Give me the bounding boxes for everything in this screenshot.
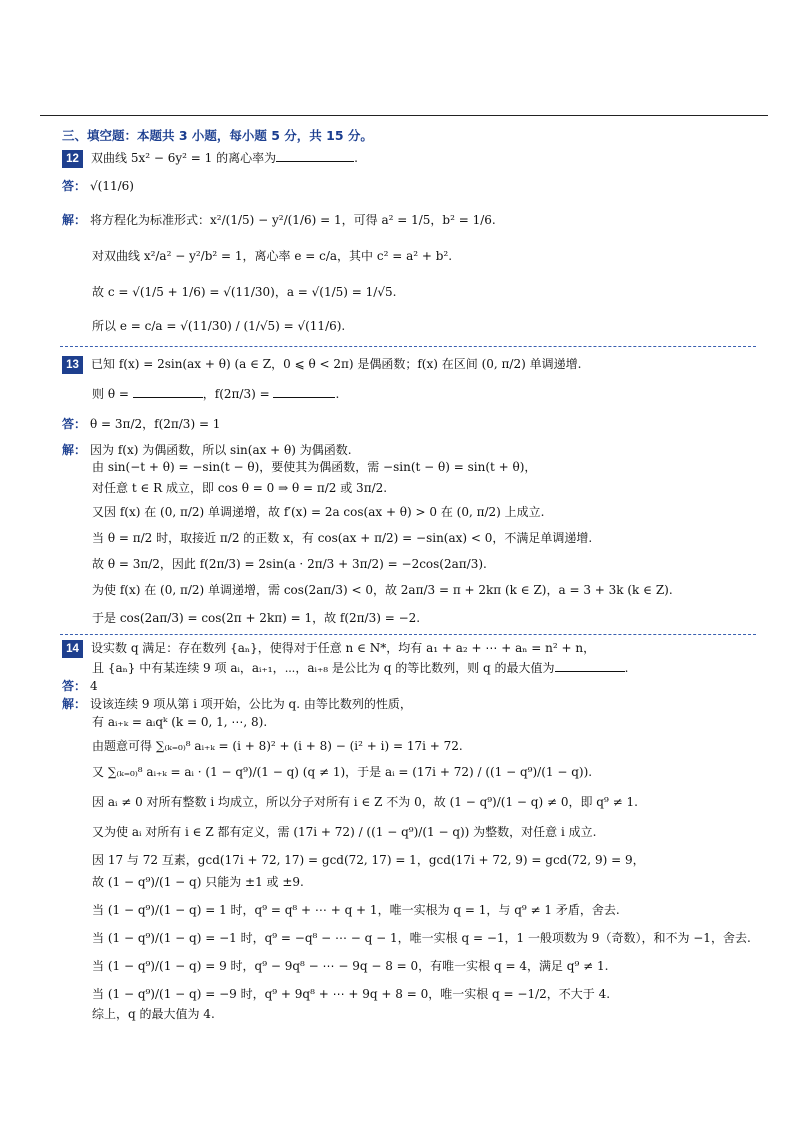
answer-blank [133, 387, 203, 398]
solution-line: 当 θ = π/2 时，取接近 π/2 的正数 x，有 cos(ax + π/2) = −sin(ax) < 0，不满足单调递增. [92, 531, 593, 545]
problem-number: 12 [62, 150, 83, 168]
answer-value: θ = 3π/2，f(2π/3) = 1 [90, 417, 221, 431]
solution-line: 因 17 与 72 互素，gcd(17i + 72, 17) = gcd(72, 17) = 1，gcd(17i + 72, 9) = gcd(72, 9) = 9， [92, 853, 645, 867]
answer-value: 4 [90, 679, 98, 693]
solution-label: 解： [62, 697, 87, 711]
solution-line: 于是 cos(2aπ/3) = cos(2π + 2kπ) = 1，故 f(2π/3) = −2. [92, 611, 421, 625]
question-line [62, 640, 595, 658]
answer-line [62, 178, 134, 194]
solution-line: 又因 f(x) 在 (0, π/2) 单调递增，故 f′(x) = 2a cos(ax + θ) > 0 在 (0, π/2) 上成立. [92, 505, 545, 519]
question-line: 且 {aₙ} 中有某连续 9 项 aᵢ，aᵢ₊₁，⋯，aᵢ₊₈ 是公比为 q 的等比数列，则 q 的最大值为 . [92, 661, 629, 675]
solution-line: 综上，q 的最大值为 4. [92, 1007, 215, 1021]
separator [60, 634, 756, 635]
solution-line: 由 sin(−t + θ) = −sin(t − θ)，要使其为偶函数，需 −sin(t − θ) = sin(t + θ)， [92, 460, 537, 474]
solution-line: 又 ∑₍ₖ₌₀₎⁸ aᵢ₊ₖ = aᵢ · (1 − q⁹)/(1 − q) (q ≠ 1)，于是 aᵢ = (17i + 72) / ((1 − q⁹)/(1 − q)). [92, 765, 593, 779]
answer-blank [276, 151, 354, 162]
separator [60, 346, 756, 347]
solution-line: 所以 e = c/a = √(11/30) / (1/√5) = √(11/6). [92, 319, 346, 333]
solution-line: 当 (1 − q⁹)/(1 − q) = 9 时，q⁹ − 9q⁸ − ⋯ − 9q − 8 = 0，有唯一实根 q = 4，满足 q⁹ ≠ 1. [92, 959, 609, 973]
answer-label: 答： [62, 179, 87, 193]
answer-label: 答： [62, 417, 87, 431]
solution-line: 为使 f(x) 在 (0, π/2) 单调递增，需 cos(2aπ/3) < 0，故 2aπ/3 = π + 2kπ (k ∈ Z)，a = 3 + 3k (k ∈ Z). [92, 583, 673, 597]
solution-line: 由题意可得 ∑₍ₖ₌₀₎⁸ aᵢ₊ₖ = (i + 8)² + (i + 8) − (i² + i) = 17i + 72. [92, 739, 463, 753]
solution-line: 解： 设该连续 9 项从第 i 项开始，公比为 q. 由等比数列的性质， [62, 697, 412, 711]
question-line: 12 双曲线 5x² − 6y² = 1 的离心率为 . [62, 150, 358, 168]
solution-line: 当 (1 − q⁹)/(1 − q) = −1 时，q⁹ = −q⁸ − ⋯ − q − 1，唯一实根 q = −1，1 一般项数为 9（奇数），和不为 −1，舍去. [92, 931, 751, 945]
answer-blank [555, 661, 625, 672]
solution-line: 对双曲线 x²/a² − y²/b² = 1，离心率 e = c/a，其中 c² = a² + b². [92, 249, 453, 263]
solution-line: 又为使 aᵢ 对所有 i ∈ Z 都有定义，需 (17i + 72) / ((1 − q⁹)/(1 − q)) 为整数，对任意 i 成立. [92, 825, 597, 839]
solution-label: 解： [62, 213, 87, 227]
solution-line: 有 aᵢ₊ₖ = aᵢqᵏ (k = 0, 1, ⋯, 8). [92, 715, 268, 729]
solution-line: 因 aᵢ ≠ 0 对所有整数 i 均成立，所以分子对所有 i ∈ Z 不为 0，故 (1 − q⁹)/(1 − q) ≠ 0，即 q⁹ ≠ 1. [92, 795, 638, 809]
answer-line [62, 416, 220, 432]
solution-line: 故 (1 − q⁹)/(1 − q) 只能为 ±1 或 ±9. [92, 875, 304, 889]
answer-value: √(11/6) [90, 179, 134, 193]
problem-number: 14 [62, 640, 83, 658]
question-line [62, 356, 581, 374]
section-title: 三、填空题：本题共 3 小题，每小题 5 分，共 15 分。 [62, 128, 373, 143]
solution-line: 故 θ = 3π/2，因此 f(2π/3) = 2sin(a · 2π/3 + 3π/2) = −2cos(2aπ/3). [92, 557, 487, 571]
question-text: 已知 f(x) = 2sin(ax + θ) (a ∈ Z，0 ⩽ θ < 2π) 是偶函数；f(x) 在区间 (0, π/2) 单调递增. [91, 357, 582, 371]
question-text: 双曲线 5x² − 6y² = 1 的离心率为 [91, 151, 277, 165]
problem-number: 13 [62, 356, 83, 374]
solution-label: 解： [62, 443, 87, 457]
top-rule [40, 115, 768, 116]
answer-line [62, 678, 98, 694]
answer-label: 答： [62, 679, 87, 693]
solution-line: 解： 将方程化为标准形式：x²/(1/5) − y²/(1/6) = 1，可得 a² = 1/5，b² = 1/6. [62, 213, 496, 227]
solution-line: 当 (1 − q⁹)/(1 − q) = 1 时，q⁹ = q⁸ + ⋯ + q + 1，唯一实根为 q = 1，与 q⁹ ≠ 1 矛盾，舍去. [92, 903, 620, 917]
solution-line: 对任意 t ∈ R 成立，即 cos θ = 0 ⇒ θ = π/2 或 3π/2. [92, 481, 388, 495]
solution-line: 故 c = √(1/5 + 1/6) = √(11/30)，a = √(1/5) = 1/√5. [92, 285, 397, 299]
question-line: 则 θ = ，f(2π/3) = . [92, 387, 340, 401]
answer-blank [273, 387, 335, 398]
solution-line: 解： 因为 f(x) 为偶函数，所以 sin(ax + θ) 为偶函数. [62, 443, 352, 457]
question-text: 设实数 q 满足：存在数列 {aₙ}，使得对于任意 n ∈ N*，均有 a₁ + a₂ + ⋯ + aₙ = n² + n， [91, 641, 596, 655]
solution-line: 当 (1 − q⁹)/(1 − q) = −9 时，q⁹ + 9q⁸ + ⋯ + 9q + 8 = 0，唯一实根 q = −1/2，不大于 4. [92, 987, 611, 1001]
